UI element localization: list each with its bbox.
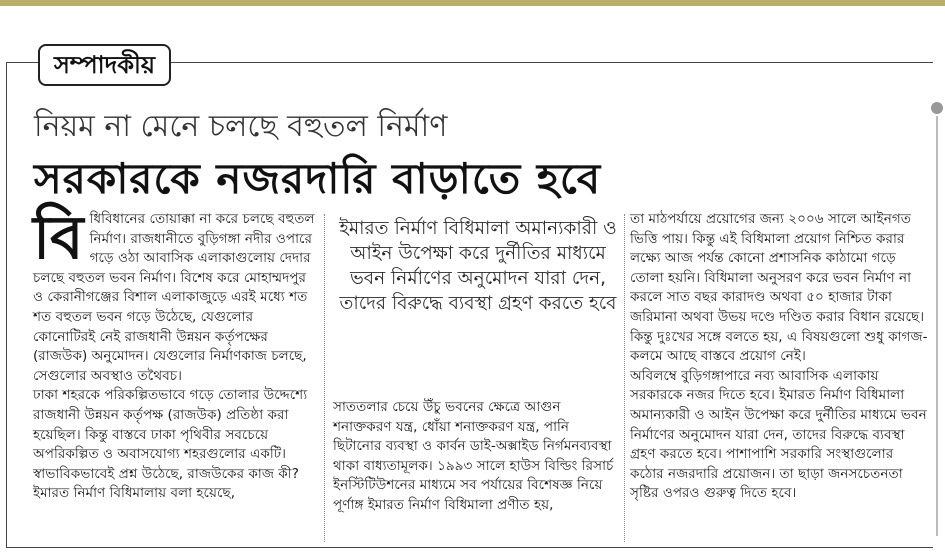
paragraph: সাততলার চেয়ে উঁচু ভবনের ক্ষেত্রে আগুন শনাক্তকরণ যন্ত্র, ধোঁয়া শনাক্তকরণ যন্ত্র, পানি ছিটানোর ব্যবস্থা ও কার্বন ডাই-অক্সাইড নির্গমনব্যবস্থা থাকা বাধ্যতামূলক। ১৯৯৩ সালে হাউস বিল্ডিং রিসার্চ ইনস্টিটিউশনের মাধ্যমে সব পর্যায়ের বিশেষজ্ঞ নিয়ে পূর্ণাঙ্গ ইমারত নির্মাণ বিধিমালা প্রণীত হয়, xyxy=(333,399,614,513)
paragraph: স্বাভাবিকভাবেই প্রশ্ন উঠেছে, রাজউকের কাজ কী? ইমারত নির্মাণ বিধিমালায় বলা হয়েছে, xyxy=(33,465,299,502)
side-rule-line xyxy=(936,116,938,536)
paragraph: তা মাঠপর্যায়ে প্রয়োগের জন্য ২০০৬ সালে আইনগত ভিত্তি পায়। কিন্তু এই বিধিমালা প্রয়োগ নিশ্চিত করার লক্ষ্যে আজ পর্যন্ত কোনো প্রশাসনিক কাঠামো গড়ে তোলা হয়নি। বিধিমালা অনুসরণ করে ভবন নির্মাণ না করলে সাত বছর কারাদণ্ড অথবা ৫০ হাজার টাকা জরিমানা অথবা উভয় দণ্ডে দণ্ডিত করার বিধান রয়েছে। কিন্তু দুঃখের সঙ্গে বলতে হয়, এ বিষয়গুলো শুধু কাগজ-কলমে আছে বাস্তবে প্রয়োগ নেই। xyxy=(630,211,928,365)
column-divider xyxy=(624,214,625,542)
headline-title: সরকারকে নজরদারি বাড়াতে হবে xyxy=(34,154,602,203)
paragraph: ঢাকা শহরকে পরিকল্পিতভাবে গড়ে তোলার উদ্দেশ্যে রাজধানী উন্নয়ন কর্তৃপক্ষ (রাজউক) প্রতিষ্ঠা করা হয়েছিল। কিন্তু বাস্তবে ঢাকা পৃথিবীর সবচেয়ে অপরিকল্পিত ও অবাসযোগ্য শহরগুলোর একটি। xyxy=(33,387,308,463)
top-accent-bar xyxy=(0,0,945,6)
article-column-3 xyxy=(630,210,928,504)
paragraph: ধিবিধানের তোয়াক্কা না করে চলছে বহুতল নির্মাণ। রাজধানীতে বুড়িগঙ্গা নদীর ওপারে গড়ে ওঠা আবাসিক এলাকাগুলোয় দেদার চলছে বহুতল ভবন নির্মাণ। বিশেষ করে মোহাম্মদপুর ও কেরানীগঞ্জের বিশাল এলাকাজুড়ে এরই মধ্যে শত শত বহুতল ভবন গড়ে উঠেছে, যেগুলোর কোনোটিরই নেই রাজধানী উন্নয়ন কর্তৃপক্ষের (রাজউক) অনুমোদন। যেগুলোর নির্মাণকাজ চলছে, সেগুলোর অবস্থাও তথৈবচ। xyxy=(33,211,315,384)
article-column-1 xyxy=(33,203,317,504)
article-column-2 xyxy=(333,398,619,516)
headline-kicker: নিয়ম না মেনে চলছে বহুতল নির্মাণ xyxy=(34,109,448,144)
column-divider xyxy=(324,214,325,542)
paragraph: অবিলম্বে বুড়িগঙ্গাপারে নব্য আবাসিক এলাকায় সরকারকে নজর দিতে হবে। ইমারত নির্মাণ বিধিমালা অমান্যকারী ও আইন উপেক্ষা করে দুর্নীতির মাধ্যমে ভবন নির্মাণের অনুমোদন যারা দেন, তাদের বিরুদ্ধে ব্যবস্থা গ্রহণ করতে হবে। পাশাপাশি সরকারি সংস্থাগুলোর কঠোর নজরদারি প্রয়োজন। তা ছাড়া জনসচেতনতা সৃষ্টির ওপরও গুরুত্ব দিতে হবে। xyxy=(630,367,927,502)
pull-quote: ইমারত নির্মাণ বিধিমালা অমান্যকারী ও আইন উপেক্ষা করে দুর্নীতির মাধ্যমে ভবন নির্মাণের অনুমোদন যারা দেন, তাদের বিরুদ্ধে ব্যবস্থা গ্রহণ করতে হবে xyxy=(339,218,617,314)
section-badge: সম্পাদকীয় xyxy=(38,44,171,86)
side-rule xyxy=(931,96,945,544)
drop-cap: বি xyxy=(33,203,84,273)
bullet-dot-icon xyxy=(931,102,943,114)
